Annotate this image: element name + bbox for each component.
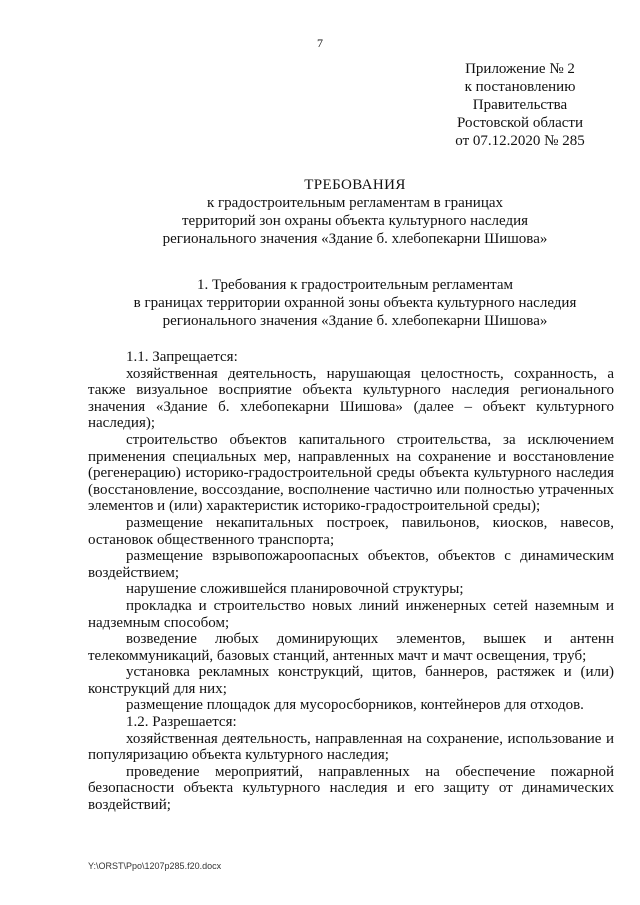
prohibited-item: строительство объектов капитального строительства, за исключением применения специальных мер, направленных на сохранение и восстановление (регенерацию) историко-градостроительной среды объекта культурного наследия (восстановление, воссоздание, восполнение частично или полностью утраченных элементов и (или) характеристик историко-градостроительной среды);: [88, 431, 614, 515]
prohibited-item: установка рекламных конструкций, щитов, баннеров, растяжек и (или) конструкций для них;: [88, 664, 614, 697]
prohibited-item: возведение любых доминирующих элементов, вышек и антенн телекоммуникаций, базовых станций, антенных мачт и мачт освещения, труб;: [88, 631, 614, 664]
appendix-line: к постановлению: [464, 79, 576, 95]
prohibited-item: размещение площадок для мусоросборников, контейнеров для отходов.: [126, 697, 584, 714]
title-line: регионального значения «Здание б. хлебопекарни Шишова»: [162, 231, 548, 247]
subsection-heading-allowed: 1.2. Разрешается:: [126, 714, 237, 731]
appendix-block: [440, 60, 600, 150]
appendix-line: Ростовской области: [457, 115, 583, 131]
prohibited-item: хозяйственная деятельность, нарушающая целостность, сохранность, а также визуальное восприятие объекта культурного наследия регионального значения «Здание б. хлебопекарни Шишова» (далее – объект культурного наследия);: [88, 365, 614, 432]
appendix-line: от 07.12.2020 № 285: [455, 133, 585, 149]
section-title-line: регионального значения «Здание б. хлебопекарни Шишова»: [162, 313, 548, 329]
prohibited-item: размещение некапитальных построек, павильонов, киосков, навесов, остановок общественного транспорта;: [88, 514, 614, 548]
prohibited-item: прокладка и строительство новых линий инженерных сетей наземным и надземным способом;: [88, 597, 614, 631]
prohibited-item: размещение взрывопожароопасных объектов, объектов с динамическим воздействием;: [88, 548, 614, 581]
document-title: [80, 176, 630, 248]
section-title-line: 1. Требования к градостроительным регламентам: [196, 277, 514, 293]
allowed-item: проведение мероприятий, направленных на обеспечение пожарной безопасности объекта культурного наследия и его защиту от динамических воздействий;: [88, 763, 614, 814]
subsection-heading-prohibited: 1.1. Запрещается:: [126, 349, 238, 365]
appendix-line: Правительства: [472, 97, 568, 113]
section-title-line: в границах территории охранной зоны объекта культурного наследия: [133, 295, 577, 311]
document-body: [88, 349, 614, 814]
footer-file-path: Y:\ORST\Ppo\1207p285.f20.docx: [88, 861, 222, 871]
prohibited-item: нарушение сложившейся планировочной структуры;: [126, 581, 464, 598]
allowed-item: хозяйственная деятельность, направленная на сохранение, использование и популяризацию объекта культурного наследия;: [88, 730, 614, 764]
title-line: территорий зон охраны объекта культурного наследия: [182, 213, 528, 229]
section-1-title: [80, 276, 630, 330]
page-number: 7: [317, 36, 323, 50]
title-heading: ТРЕБОВАНИЯ: [304, 177, 406, 193]
appendix-line: Приложение № 2: [465, 61, 575, 77]
title-line: к градостроительным регламентам в границах: [206, 195, 504, 211]
